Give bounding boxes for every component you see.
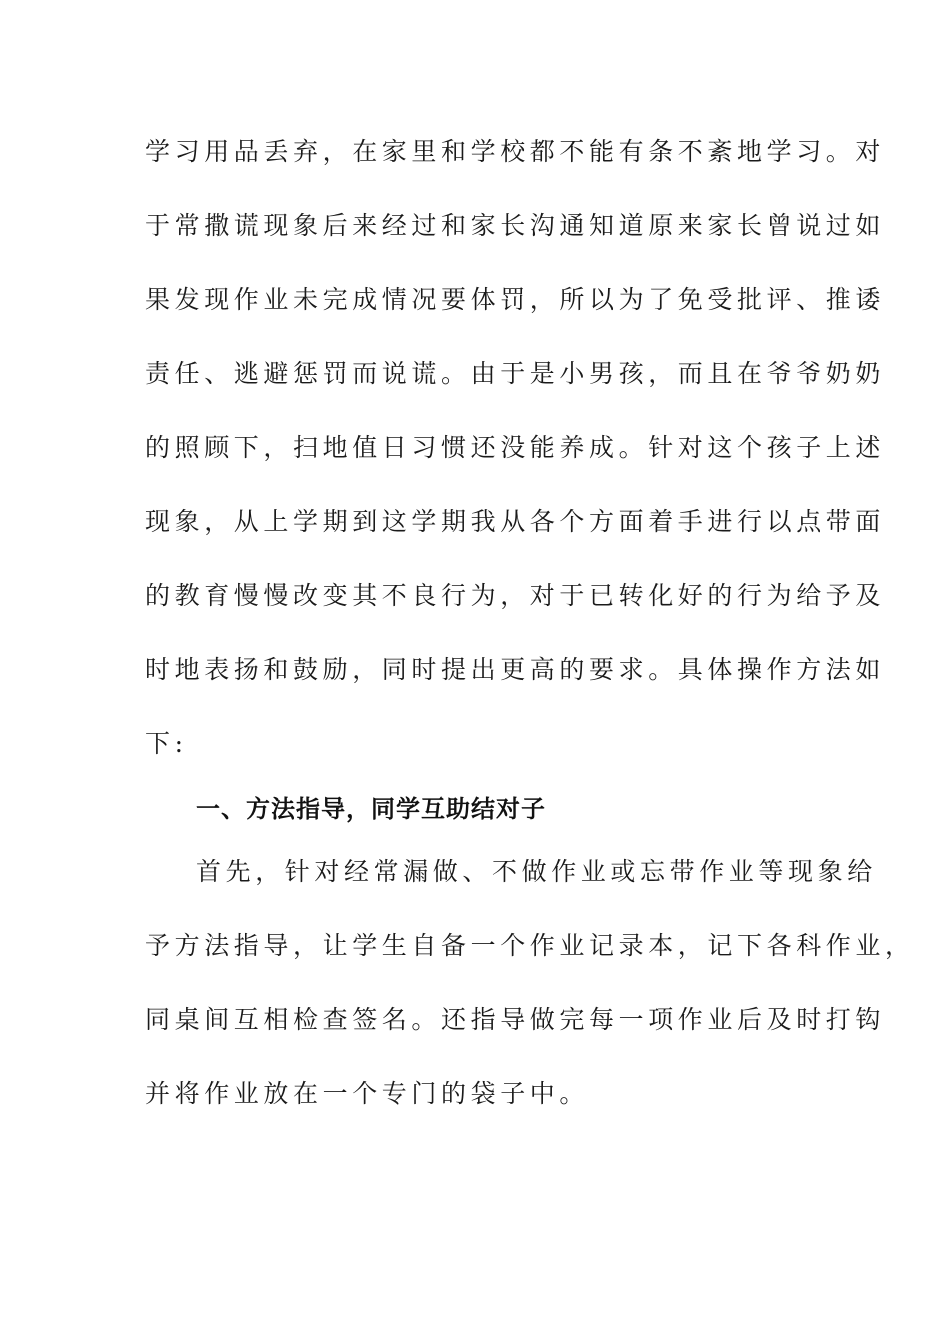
section-heading: 一、方法指导，同学互助结对子 — [196, 795, 546, 823]
paragraph-line: 时地表扬和鼓励，同时提出更高的要求。具体操作方法如 — [145, 655, 886, 684]
paragraph-line: 现象，从上学期到这学期我从各个方面着手进行以点带面 — [145, 507, 886, 536]
paragraph-line: 于常撒谎现象后来经过和家长沟通知道原来家长曾说过如 — [145, 211, 886, 240]
paragraph-line: 首先，针对经常漏做、不做作业或忘带作业等现象给 — [196, 857, 877, 886]
paragraph-line: 并将作业放在一个专门的袋子中。 — [145, 1079, 590, 1108]
paragraph-line: 责任、逃避惩罚而说谎。由于是小男孩，而且在爷爷奶奶 — [145, 359, 886, 388]
paragraph-line: 下: — [145, 729, 188, 758]
paragraph-line: 同桌间互相检查签名。还指导做完每一项作业后及时打钩 — [145, 1005, 886, 1034]
paragraph-line: 学习用品丢弃，在家里和学校都不能有条不紊地学习。对 — [145, 137, 886, 166]
paragraph-line: 的教育慢慢改变其不良行为，对于已转化好的行为给予及 — [145, 581, 886, 610]
paragraph-line: 果发现作业未完成情况要体罚，所以为了免受批评、推诿 — [145, 285, 886, 314]
paragraph-line: 的照顾下，扫地值日习惯还没能养成。针对这个孩子上述 — [145, 433, 886, 462]
paragraph-line: 予方法指导，让学生自备一个作业记录本，记下各科作业， — [145, 931, 915, 960]
